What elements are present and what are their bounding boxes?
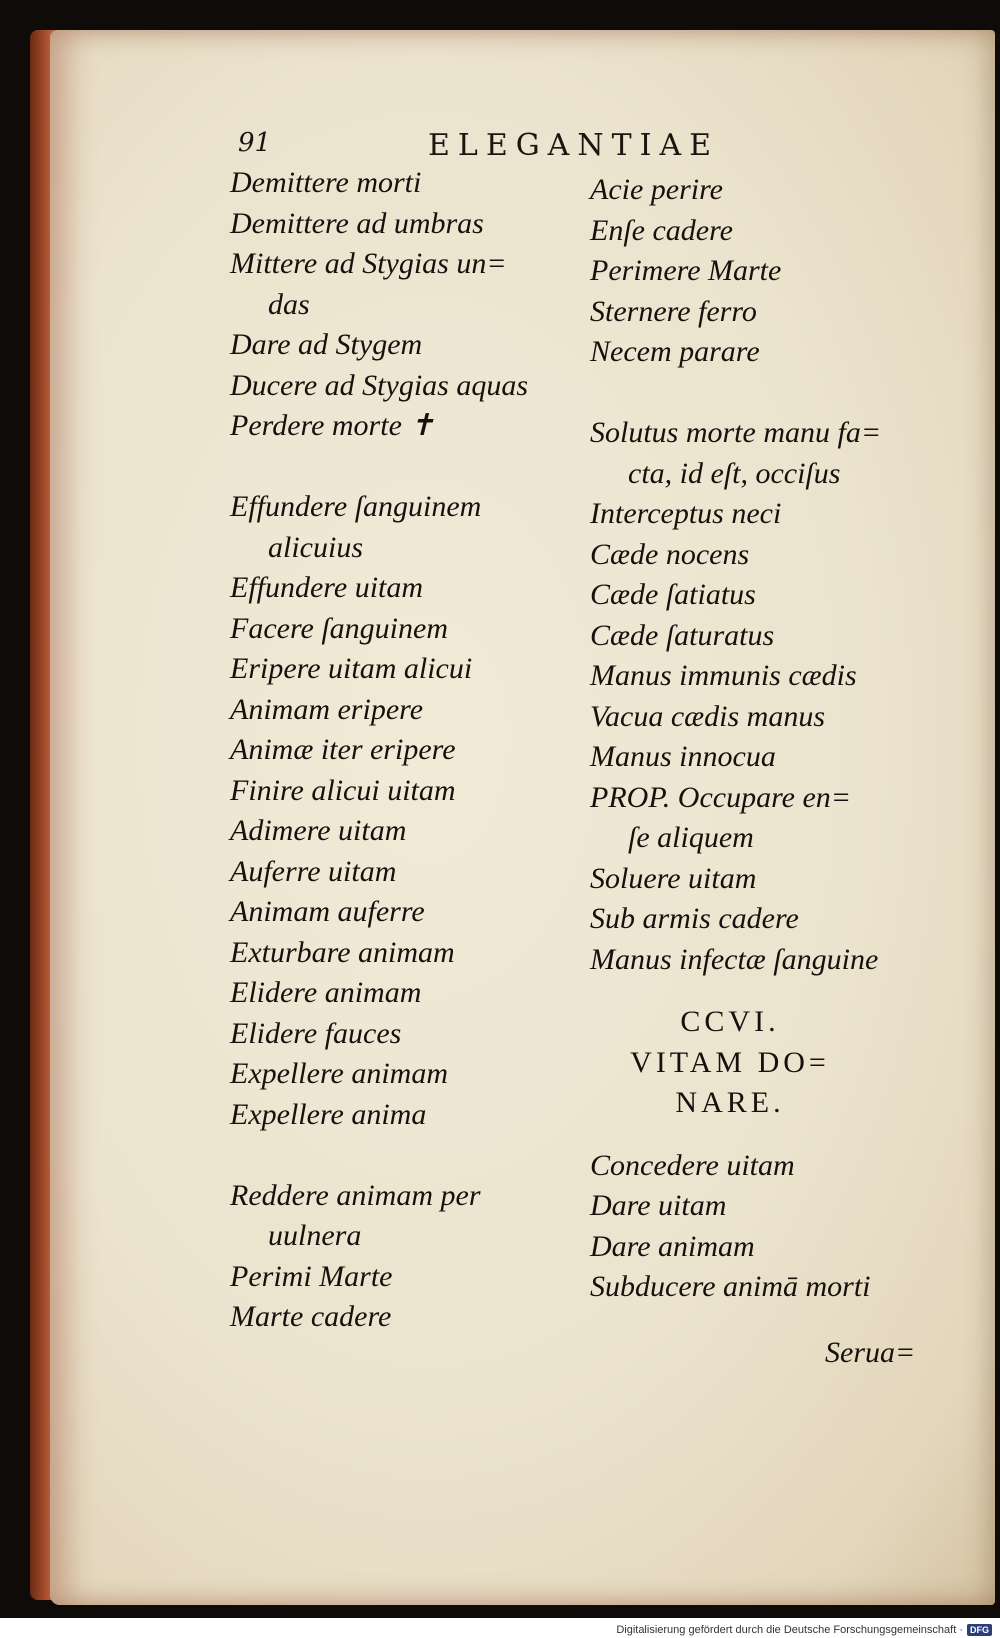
entry-text: Demittere morti bbox=[230, 166, 422, 199]
entry bbox=[230, 690, 570, 731]
entry bbox=[590, 778, 950, 859]
entry bbox=[590, 292, 950, 333]
entry bbox=[230, 366, 570, 407]
entry-text: Elidere fauces bbox=[230, 1016, 402, 1050]
entry-text: Manus infectæ ſanguine bbox=[590, 942, 879, 976]
entry-text: Dare uitam bbox=[590, 1189, 727, 1222]
entry bbox=[230, 163, 570, 204]
entry bbox=[230, 325, 570, 366]
entry-text: Acie perire bbox=[590, 173, 723, 206]
spacer bbox=[230, 447, 570, 488]
entry-text: Manus immunis cædis bbox=[590, 659, 857, 692]
entry bbox=[230, 609, 570, 650]
right-column bbox=[590, 170, 950, 1308]
entry-text: Perdere morte ✝ bbox=[230, 409, 435, 442]
entry-text: Adimere uitam bbox=[230, 814, 407, 847]
entry bbox=[230, 973, 570, 1014]
entry-text: Perimi Marte bbox=[230, 1259, 393, 1293]
entry bbox=[590, 413, 950, 494]
entry-text: Dare animam bbox=[590, 1229, 755, 1263]
entry-text: Solutus morte manu fa= bbox=[590, 416, 882, 449]
entry bbox=[230, 568, 570, 609]
entry bbox=[590, 697, 950, 738]
entry-text: Sternere ferro bbox=[590, 294, 757, 328]
entry-text: Manus innocua bbox=[590, 740, 776, 773]
entry-text: Exturbare animam bbox=[230, 935, 455, 969]
entry-text: Cæde nocens bbox=[590, 537, 750, 571]
entry bbox=[230, 649, 570, 690]
entry bbox=[590, 1146, 950, 1187]
section-heading: NARE. bbox=[675, 1086, 785, 1119]
left-column bbox=[230, 163, 570, 1338]
entry-text: Mittere ad Stygias un= bbox=[230, 247, 507, 280]
entry bbox=[590, 211, 950, 252]
entry bbox=[590, 535, 950, 576]
entry bbox=[590, 494, 950, 535]
entry bbox=[230, 487, 570, 568]
entry bbox=[230, 811, 570, 852]
entry-text: Auferre uitam bbox=[230, 854, 397, 888]
entry-text: Finire alicui uitam bbox=[230, 773, 456, 807]
entry-text: Facere ſanguinem bbox=[230, 611, 448, 645]
spacer bbox=[230, 1135, 570, 1176]
entry-text: Interceptus neci bbox=[590, 497, 782, 530]
entry bbox=[590, 899, 950, 940]
entry-continuation: alicuius bbox=[268, 530, 363, 564]
entry bbox=[590, 1267, 950, 1308]
footer-text: Digitalisierung gefördert durch die Deutsche Forschungsgemeinschaft · bbox=[616, 1624, 963, 1636]
entry-text: Sub armis cadere bbox=[590, 902, 799, 935]
entry bbox=[230, 1257, 570, 1298]
spacer bbox=[590, 980, 950, 1002]
entry-text: Subducere animā morti bbox=[590, 1270, 871, 1303]
entry-text: Perimere Marte bbox=[590, 254, 782, 287]
entry-text: Eripere uitam alicui bbox=[230, 652, 473, 685]
entry-text: Expellere animam bbox=[230, 1057, 448, 1090]
entry bbox=[230, 1014, 570, 1055]
entry bbox=[230, 406, 570, 447]
entry-text: Animam auferre bbox=[230, 895, 425, 928]
entry bbox=[230, 1095, 570, 1136]
entry bbox=[230, 1176, 570, 1257]
entry bbox=[230, 204, 570, 245]
entry bbox=[590, 616, 950, 657]
entry-text: Marte cadere bbox=[230, 1300, 392, 1333]
entry bbox=[590, 1186, 950, 1227]
section-heading: VITAM DO= bbox=[630, 1045, 830, 1079]
entry-continuation: das bbox=[268, 287, 310, 321]
entry bbox=[230, 933, 570, 974]
digitization-footer bbox=[616, 1624, 992, 1636]
entry bbox=[230, 730, 570, 771]
page-number: 91 bbox=[238, 128, 272, 158]
entry-text: Vacua cædis manus bbox=[590, 699, 825, 733]
entry bbox=[230, 771, 570, 812]
entry bbox=[590, 332, 950, 373]
entry bbox=[590, 575, 950, 616]
entry-text: Elidere animam bbox=[230, 976, 422, 1009]
entry-text: Dare ad Stygem bbox=[230, 328, 423, 361]
entry bbox=[590, 170, 950, 211]
entry-text: Ducere ad Stygias aquas bbox=[230, 368, 529, 402]
entry-text: Expellere anima bbox=[230, 1097, 427, 1131]
entry-text: Animam eripere bbox=[230, 692, 424, 726]
entry-text: Effundere ſanguinem bbox=[230, 490, 482, 523]
entry bbox=[230, 852, 570, 893]
entry-text: Necem parare bbox=[590, 335, 760, 368]
entry bbox=[590, 251, 950, 292]
entry-continuation: cta, id eſt, occiſus bbox=[628, 456, 841, 490]
entry-text: Reddere animam per bbox=[230, 1178, 481, 1212]
entry-text: Concedere uitam bbox=[590, 1148, 795, 1182]
dfg-logo: DFG bbox=[967, 1624, 992, 1636]
entry-text: Enſe cadere bbox=[590, 213, 733, 247]
entry bbox=[230, 244, 570, 325]
catchword: Serua= bbox=[825, 1336, 916, 1369]
entry bbox=[230, 892, 570, 933]
entry-continuation: ſe aliquem bbox=[628, 821, 754, 854]
entry-text: Soluere uitam bbox=[590, 861, 757, 895]
running-title: ELEGANTIAE bbox=[428, 128, 720, 163]
entry bbox=[590, 656, 950, 697]
entry-text: Cæde ſatiatus bbox=[590, 578, 756, 611]
entry-text: Cæde ſaturatus bbox=[590, 618, 775, 652]
entry bbox=[590, 737, 950, 778]
entry-text: Demittere ad umbras bbox=[230, 206, 484, 240]
section-heading: CCVI. bbox=[680, 1005, 780, 1038]
spacer bbox=[590, 1124, 950, 1146]
entry-continuation: uulnera bbox=[268, 1219, 362, 1252]
entry bbox=[230, 1054, 570, 1095]
entry-text: Effundere uitam bbox=[230, 571, 424, 604]
entry bbox=[230, 1297, 570, 1338]
entry-text: Animæ iter eripere bbox=[230, 733, 456, 766]
entry bbox=[590, 859, 950, 900]
entry bbox=[590, 940, 950, 981]
entry-text: PROP. Occupare en= bbox=[590, 780, 852, 814]
spacer bbox=[590, 373, 950, 414]
entry bbox=[590, 1227, 950, 1268]
